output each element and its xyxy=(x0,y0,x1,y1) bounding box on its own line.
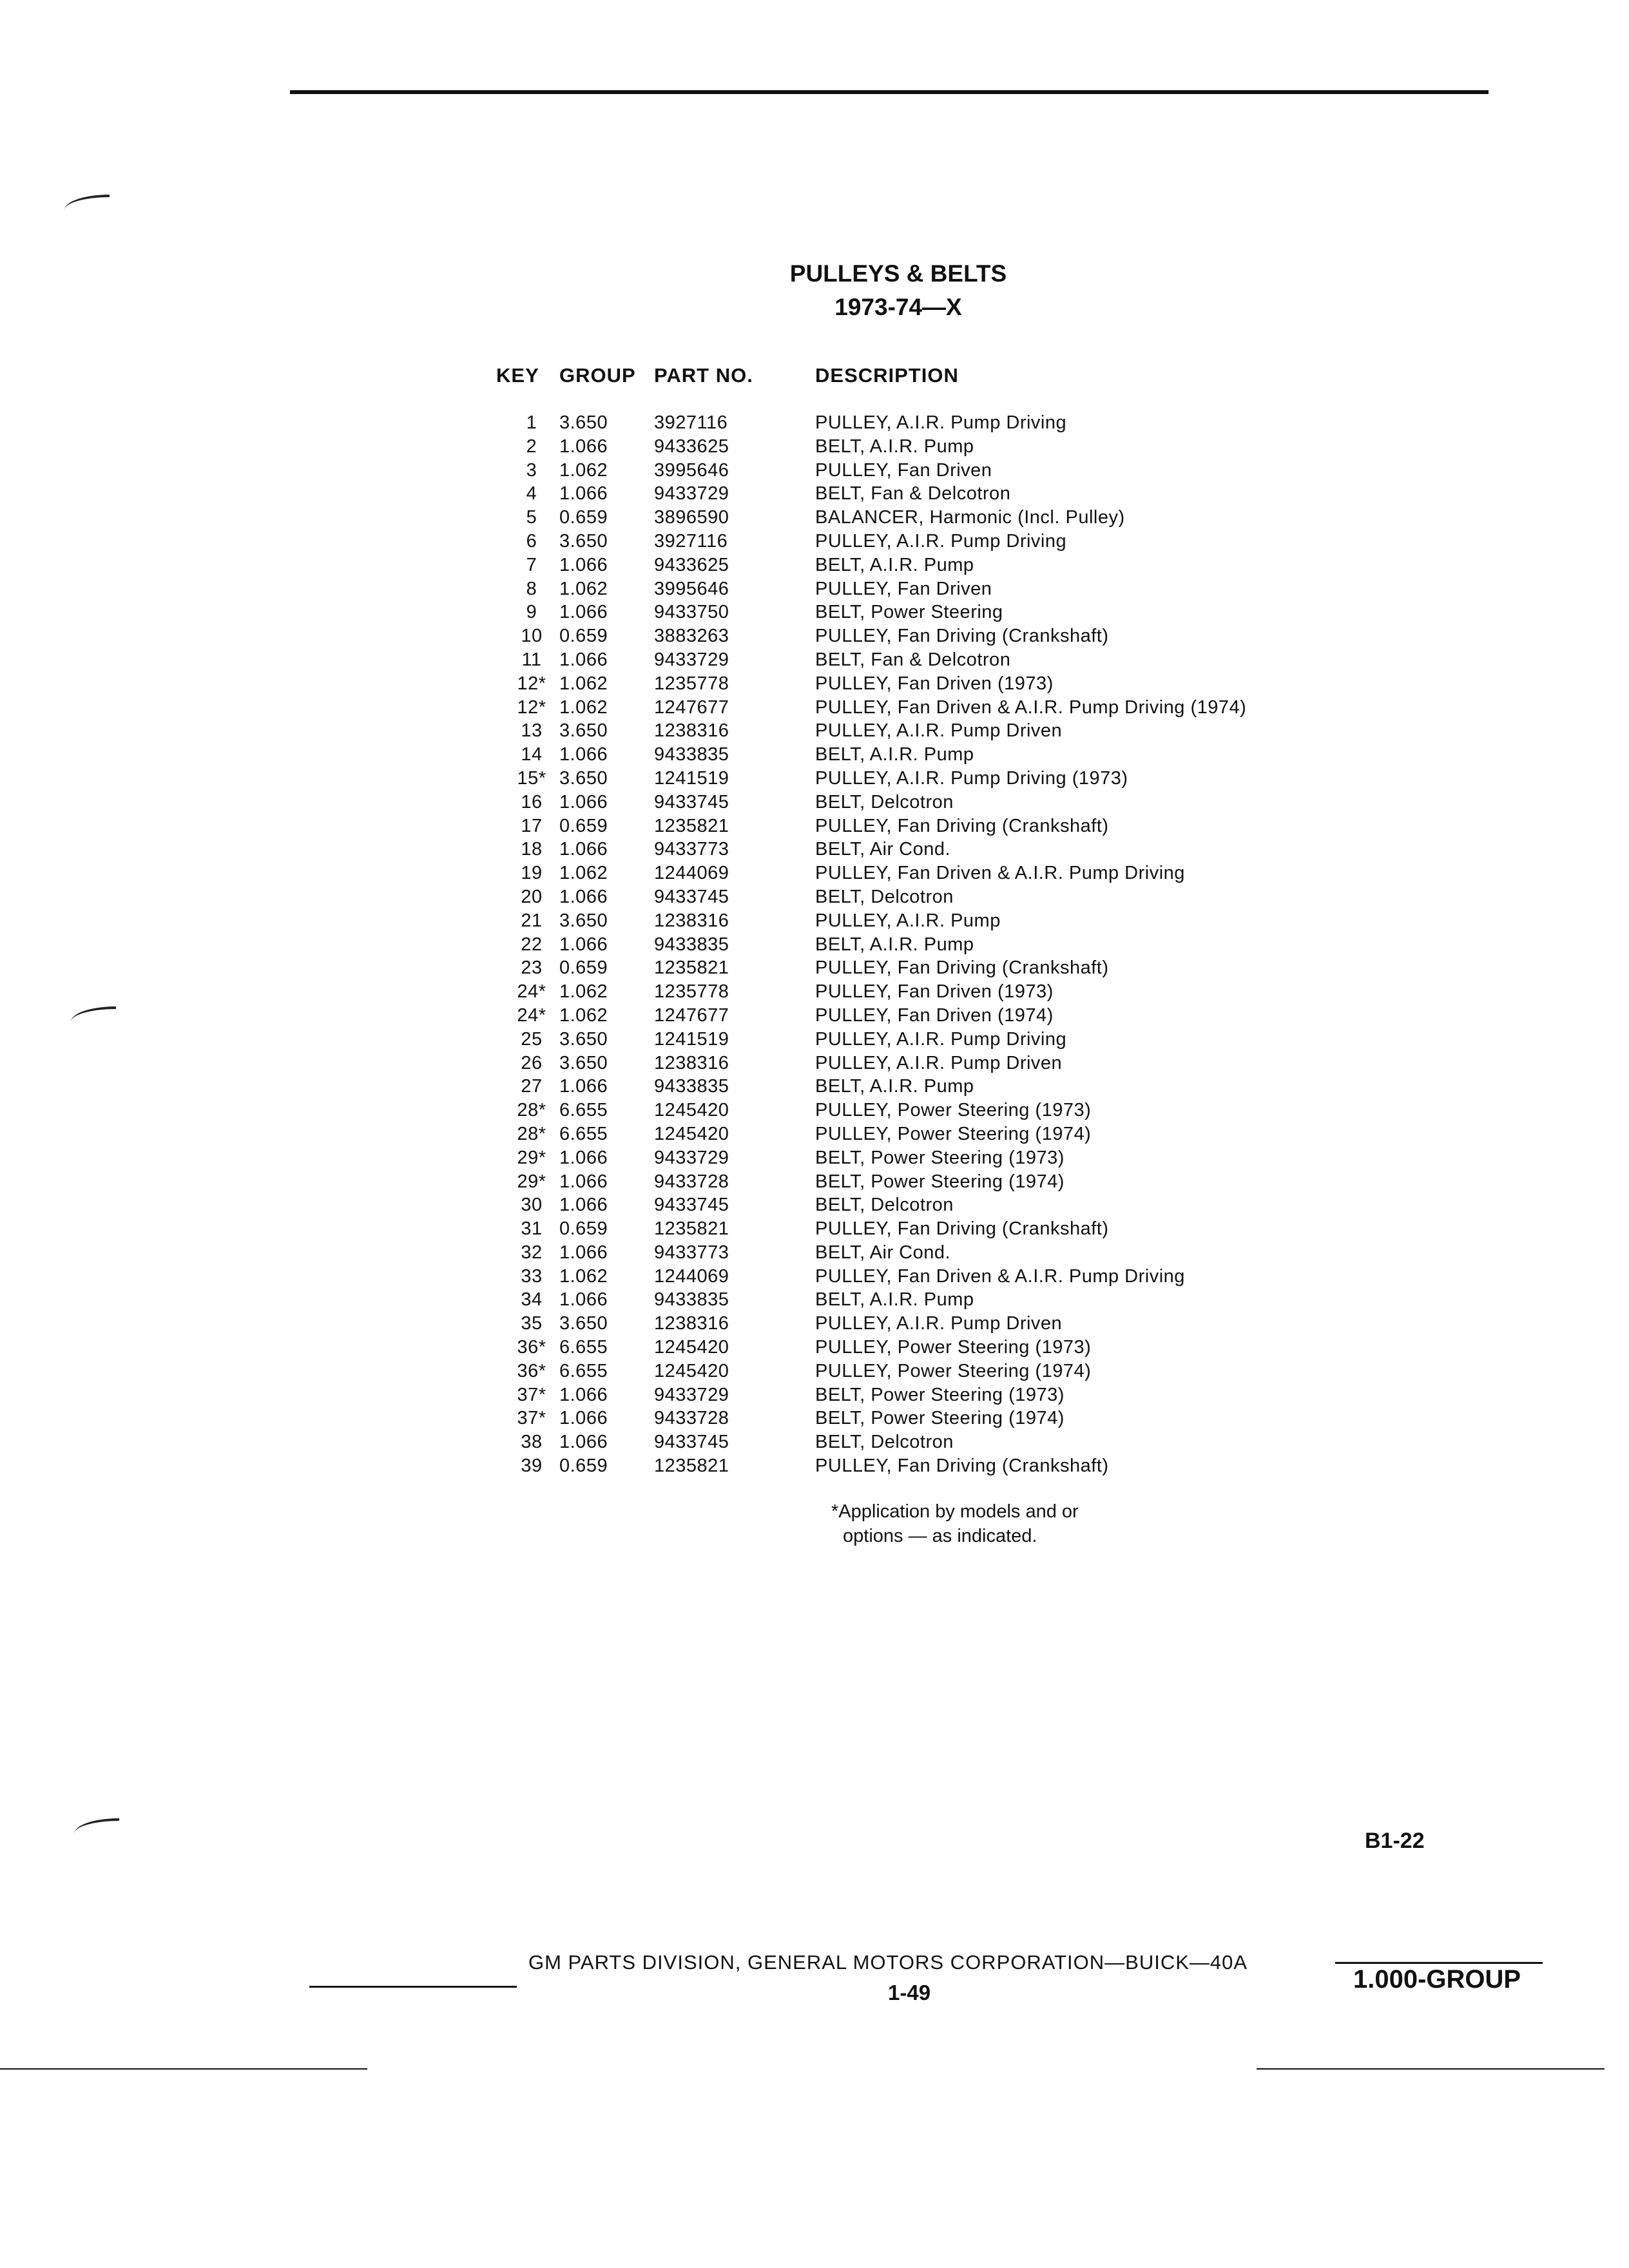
table-row xyxy=(0,1075,1629,1099)
cell-part-no: 9433835 xyxy=(654,934,729,955)
cell-group: 3.650 xyxy=(559,910,608,931)
cell-key: 19 xyxy=(521,863,543,884)
cell-group: 6.655 xyxy=(559,1123,608,1144)
cell-group: 1.066 xyxy=(559,1171,608,1192)
cell-description: PULLEY, A.I.R. Pump Driving xyxy=(815,412,1067,433)
footer-rule-left xyxy=(309,1986,517,1988)
cell-key: 17 xyxy=(521,815,543,836)
cell-description: PULLEY, A.I.R. Pump Driving xyxy=(815,1028,1067,1050)
cell-description: PULLEY, A.I.R. Pump Driven xyxy=(815,720,1063,742)
footer-text: GM PARTS DIVISION, GENERAL MOTORS CORPORATION—BUICK—40A xyxy=(528,1951,1248,1974)
table-row xyxy=(0,1383,1629,1407)
cell-description: BELT, Fan & Delcotron xyxy=(815,483,1011,505)
cell-part-no: 1235821 xyxy=(654,1218,729,1240)
cell-description: BELT, Delcotron xyxy=(815,1432,954,1453)
cell-description: PULLEY, Fan Driven (1973) xyxy=(815,981,1054,1003)
cell-key: 24* xyxy=(517,981,546,1003)
cell-description: BELT, A.I.R. Pump xyxy=(815,436,974,457)
table-row xyxy=(0,1193,1629,1217)
table-row xyxy=(0,411,1629,435)
table-row xyxy=(0,672,1629,696)
cell-key: 5 xyxy=(526,507,537,528)
cell-group: 3.650 xyxy=(559,1313,608,1334)
cell-group: 1.066 xyxy=(559,1432,608,1453)
cell-key: 39 xyxy=(521,1456,543,1477)
cell-group: 3.650 xyxy=(559,412,608,433)
cell-key: 27 xyxy=(521,1076,543,1097)
cell-description: PULLEY, Fan Driven xyxy=(815,459,992,481)
cell-group: 0.659 xyxy=(559,1456,608,1477)
table-row xyxy=(0,1099,1629,1122)
cell-key: 28* xyxy=(517,1100,546,1121)
cell-description: PULLEY, Fan Driven & A.I.R. Pump Driving xyxy=(815,1265,1185,1287)
table-row xyxy=(0,1265,1629,1289)
cell-group: 1.066 xyxy=(559,554,608,575)
cell-group: 1.062 xyxy=(559,981,608,1003)
cell-key: 25 xyxy=(521,1028,543,1050)
cell-group: 1.062 xyxy=(559,697,608,718)
cell-description: PULLEY, Fan Driving (Crankshaft) xyxy=(815,957,1109,979)
cell-key: 23 xyxy=(521,957,543,979)
cell-part-no: 1235778 xyxy=(654,981,729,1003)
table-row xyxy=(0,624,1629,648)
header-part-no: PART NO. xyxy=(654,364,753,387)
table-row xyxy=(0,1360,1629,1383)
cell-description: PULLEY, Fan Driven & A.I.R. Pump Driving (1974) xyxy=(815,697,1247,718)
cell-group: 1.062 xyxy=(559,673,608,694)
cell-part-no: 9433729 xyxy=(654,1147,729,1168)
cell-description: PULLEY, Fan Driving (Crankshaft) xyxy=(815,626,1109,647)
cell-description: PULLEY, Fan Driven (1974) xyxy=(815,1004,1054,1026)
cell-description: BELT, Air Cond. xyxy=(815,1242,951,1263)
cell-group: 1.066 xyxy=(559,1289,608,1311)
cell-key: 3 xyxy=(526,459,537,481)
cell-group: 1.066 xyxy=(559,1076,608,1097)
cell-group: 0.659 xyxy=(559,957,608,979)
table-row xyxy=(0,1146,1629,1170)
cell-part-no: 9433773 xyxy=(654,839,729,860)
footnote-line-1: *Application by models and or xyxy=(831,1501,1079,1522)
cell-part-no: 9433729 xyxy=(654,649,729,670)
cell-part-no: 9433745 xyxy=(654,791,729,812)
table-row xyxy=(0,1312,1629,1336)
footer-rule-right xyxy=(1335,1962,1543,1964)
footnote-line-2: options — as indicated. xyxy=(843,1526,1037,1546)
cell-description: PULLEY, A.I.R. Pump Driving xyxy=(815,530,1067,552)
cell-group: 1.066 xyxy=(559,483,608,505)
table-row xyxy=(0,530,1629,553)
table-row xyxy=(0,648,1629,672)
cell-description: PULLEY, Fan Driving (Crankshaft) xyxy=(815,815,1109,836)
cell-group: 1.062 xyxy=(559,863,608,884)
cell-key: 13 xyxy=(521,720,543,742)
cell-description: BELT, Power Steering (1974) xyxy=(815,1408,1065,1429)
cell-key: 16 xyxy=(521,791,543,812)
cell-description: PULLEY, A.I.R. Pump Driving (1973) xyxy=(815,767,1128,789)
cell-group: 1.066 xyxy=(559,1147,608,1168)
cell-description: BELT, Delcotron xyxy=(815,1195,954,1216)
cell-key: 24* xyxy=(517,1004,546,1026)
cell-group: 6.655 xyxy=(559,1337,608,1358)
table-row xyxy=(0,696,1629,720)
table-row xyxy=(0,459,1629,483)
cell-key: 12* xyxy=(517,697,546,718)
cell-description: PULLEY, A.I.R. Pump Driven xyxy=(815,1052,1063,1073)
cell-description: BELT, A.I.R. Pump xyxy=(815,1289,974,1311)
cell-key: 7 xyxy=(526,554,537,575)
cell-key: 28* xyxy=(517,1123,546,1144)
cell-part-no: 9433728 xyxy=(654,1408,729,1429)
cell-key: 9 xyxy=(526,602,537,623)
cell-part-no: 9433625 xyxy=(654,436,729,457)
cell-group: 3.650 xyxy=(559,720,608,742)
table-row xyxy=(0,1288,1629,1312)
cell-description: BELT, Power Steering xyxy=(815,602,1003,623)
table-row xyxy=(0,1052,1629,1075)
table-row xyxy=(0,909,1629,933)
cell-group: 1.066 xyxy=(559,1384,608,1405)
cell-part-no: 9433728 xyxy=(654,1171,729,1192)
table-row xyxy=(0,767,1629,791)
table-row xyxy=(0,1336,1629,1360)
header-description: DESCRIPTION xyxy=(815,364,959,387)
table-row xyxy=(0,956,1629,980)
cell-key: 12* xyxy=(517,673,546,694)
cell-key: 37* xyxy=(517,1384,546,1405)
cell-part-no: 1244069 xyxy=(654,1265,729,1287)
table-row xyxy=(0,1454,1629,1478)
cell-part-no: 1238316 xyxy=(654,910,729,931)
bottom-rule-right xyxy=(1257,2068,1605,2070)
cell-key: 30 xyxy=(521,1195,543,1216)
table-row xyxy=(0,791,1629,814)
cell-description: PULLEY, Power Steering (1973) xyxy=(815,1100,1092,1121)
cell-description: PULLEY, A.I.R. Pump xyxy=(815,910,1001,931)
cell-key: 38 xyxy=(521,1432,543,1453)
cell-part-no: 1247677 xyxy=(654,1004,729,1026)
cell-group: 1.062 xyxy=(559,1265,608,1287)
cell-part-no: 1235778 xyxy=(654,673,729,694)
cell-description: PULLEY, Power Steering (1974) xyxy=(815,1123,1092,1144)
cell-group: 1.066 xyxy=(559,602,608,623)
cell-part-no: 1245420 xyxy=(654,1100,729,1121)
cell-key: 35 xyxy=(521,1313,543,1334)
table-row xyxy=(0,1217,1629,1241)
cell-description: BELT, Power Steering (1974) xyxy=(815,1171,1065,1192)
cell-description: BELT, Delcotron xyxy=(815,791,954,812)
table-row xyxy=(0,838,1629,861)
cell-description: BELT, A.I.R. Pump xyxy=(815,934,974,955)
cell-description: BELT, A.I.R. Pump xyxy=(815,744,974,765)
cell-group: 1.066 xyxy=(559,1195,608,1216)
cell-group: 0.659 xyxy=(559,815,608,836)
top-rule xyxy=(290,90,1489,94)
cell-key: 26 xyxy=(521,1052,543,1073)
cell-key: 29* xyxy=(517,1147,546,1168)
cell-key: 1 xyxy=(526,412,537,433)
cell-part-no: 1241519 xyxy=(654,767,729,789)
table-row xyxy=(0,933,1629,957)
table-row xyxy=(0,601,1629,624)
cell-group: 1.062 xyxy=(559,1004,608,1026)
table-row xyxy=(0,814,1629,838)
cell-group: 3.650 xyxy=(559,767,608,789)
cell-description: PULLEY, Power Steering (1974) xyxy=(815,1360,1092,1381)
table-row xyxy=(0,506,1629,530)
cell-key: 33 xyxy=(521,1265,543,1287)
cell-part-no: 1238316 xyxy=(654,1313,729,1334)
cell-group: 1.066 xyxy=(559,839,608,860)
cell-group: 1.062 xyxy=(559,459,608,481)
cell-key: 31 xyxy=(521,1218,543,1240)
cell-group: 6.655 xyxy=(559,1360,608,1381)
table-row xyxy=(0,1241,1629,1265)
cell-description: BELT, A.I.R. Pump xyxy=(815,1076,974,1097)
cell-part-no: 9433745 xyxy=(654,886,729,907)
cell-part-no: 1238316 xyxy=(654,720,729,742)
cell-group: 1.062 xyxy=(559,578,608,599)
table-row xyxy=(0,980,1629,1004)
cell-description: PULLEY, A.I.R. Pump Driven xyxy=(815,1313,1063,1334)
cell-part-no: 1245420 xyxy=(654,1337,729,1358)
cell-part-no: 9433745 xyxy=(654,1195,729,1216)
cell-key: 14 xyxy=(521,744,543,765)
cell-key: 21 xyxy=(521,910,543,931)
cell-key: 6 xyxy=(526,530,537,552)
page-number: 1-49 xyxy=(888,1981,931,2004)
table-row xyxy=(0,1430,1629,1454)
cell-part-no: 9433750 xyxy=(654,602,729,623)
cell-part-no: 3896590 xyxy=(654,507,729,528)
cell-part-no: 1244069 xyxy=(654,863,729,884)
cell-key: 15* xyxy=(517,767,546,789)
cell-description: PULLEY, Fan Driving (Crankshaft) xyxy=(815,1218,1109,1240)
cell-key: 10 xyxy=(521,626,543,647)
cell-part-no: 3927116 xyxy=(654,530,728,552)
cell-key: 20 xyxy=(521,886,543,907)
cell-group: 3.650 xyxy=(559,1028,608,1050)
cell-group: 1.066 xyxy=(559,649,608,670)
cell-part-no: 1247677 xyxy=(654,697,729,718)
cell-group: 0.659 xyxy=(559,626,608,647)
table-row xyxy=(0,861,1629,885)
cell-key: 18 xyxy=(521,839,543,860)
page-subtitle: 1973-74—X xyxy=(834,294,962,320)
table-row xyxy=(0,1004,1629,1028)
cell-key: 22 xyxy=(521,934,543,955)
cell-part-no: 1238316 xyxy=(654,1052,729,1073)
cell-description: PULLEY, Fan Driving (Crankshaft) xyxy=(815,1456,1109,1477)
cell-group: 0.659 xyxy=(559,1218,608,1240)
cell-part-no: 3883263 xyxy=(654,626,729,647)
table-row xyxy=(0,1407,1629,1430)
cell-part-no: 9433835 xyxy=(654,1289,729,1311)
cell-part-no: 1235821 xyxy=(654,815,729,836)
cell-group: 1.066 xyxy=(559,886,608,907)
cell-part-no: 1245420 xyxy=(654,1360,729,1381)
table-row xyxy=(0,553,1629,577)
cell-description: BALANCER, Harmonic (Incl. Pulley) xyxy=(815,507,1125,528)
cell-description: BELT, A.I.R. Pump xyxy=(815,554,974,575)
header-group: GROUP xyxy=(559,364,636,387)
cell-key: 37* xyxy=(517,1408,546,1429)
cell-group: 6.655 xyxy=(559,1100,608,1121)
cell-description: PULLEY, Fan Driven (1973) xyxy=(815,673,1054,694)
punch-mark-3 xyxy=(74,1818,119,1834)
cell-key: 4 xyxy=(526,483,537,505)
cell-group: 0.659 xyxy=(559,507,608,528)
table-row xyxy=(0,1122,1629,1146)
table-row xyxy=(0,719,1629,743)
page-title: PULLEYS & BELTS xyxy=(789,260,1007,287)
group-number: 1.000-GROUP xyxy=(1353,1965,1521,1994)
cell-description: PULLEY, Power Steering (1973) xyxy=(815,1337,1092,1358)
page-code: B1-22 xyxy=(1365,1829,1425,1853)
cell-part-no: 1235821 xyxy=(654,1456,729,1477)
cell-part-no: 9433729 xyxy=(654,483,729,505)
cell-part-no: 3927116 xyxy=(654,412,728,433)
cell-description: BELT, Air Cond. xyxy=(815,839,951,860)
cell-part-no: 3995646 xyxy=(654,578,729,599)
cell-group: 3.650 xyxy=(559,1052,608,1073)
cell-group: 1.066 xyxy=(559,934,608,955)
cell-description: PULLEY, Fan Driven xyxy=(815,578,992,599)
cell-key: 2 xyxy=(526,436,537,457)
cell-part-no: 9433745 xyxy=(654,1432,729,1453)
cell-key: 36* xyxy=(517,1360,546,1381)
cell-key: 8 xyxy=(526,578,537,599)
cell-key: 36* xyxy=(517,1337,546,1358)
cell-key: 29* xyxy=(517,1171,546,1192)
cell-group: 1.066 xyxy=(559,1408,608,1429)
header-key: KEY xyxy=(496,364,539,387)
cell-part-no: 9433835 xyxy=(654,1076,729,1097)
cell-part-no: 9433625 xyxy=(654,554,729,575)
cell-part-no: 1235821 xyxy=(654,957,729,979)
cell-group: 1.066 xyxy=(559,1242,608,1263)
table-row xyxy=(0,482,1629,506)
cell-part-no: 1245420 xyxy=(654,1123,729,1144)
table-row xyxy=(0,743,1629,767)
cell-part-no: 3995646 xyxy=(654,459,729,481)
cell-group: 1.066 xyxy=(559,436,608,457)
cell-group: 3.650 xyxy=(559,530,608,552)
table-row xyxy=(0,885,1629,909)
cell-description: BELT, Fan & Delcotron xyxy=(815,649,1011,670)
cell-description: BELT, Delcotron xyxy=(815,886,954,907)
cell-group: 1.066 xyxy=(559,744,608,765)
table-row xyxy=(0,435,1629,459)
cell-key: 11 xyxy=(521,649,542,670)
cell-part-no: 1241519 xyxy=(654,1028,729,1050)
table-row xyxy=(0,577,1629,601)
cell-part-no: 9433835 xyxy=(654,744,729,765)
cell-key: 32 xyxy=(521,1242,543,1263)
cell-description: BELT, Power Steering (1973) xyxy=(815,1147,1065,1168)
parts-table xyxy=(0,411,1629,1478)
cell-group: 1.066 xyxy=(559,791,608,812)
table-row xyxy=(0,1170,1629,1194)
cell-part-no: 9433773 xyxy=(654,1242,729,1263)
punch-mark-1 xyxy=(64,195,110,210)
cell-part-no: 9433729 xyxy=(654,1384,729,1405)
cell-key: 34 xyxy=(521,1289,543,1311)
bottom-rule-left xyxy=(0,2068,367,2070)
cell-description: BELT, Power Steering (1973) xyxy=(815,1384,1065,1405)
cell-description: PULLEY, Fan Driven & A.I.R. Pump Driving xyxy=(815,863,1185,884)
table-row xyxy=(0,1028,1629,1052)
